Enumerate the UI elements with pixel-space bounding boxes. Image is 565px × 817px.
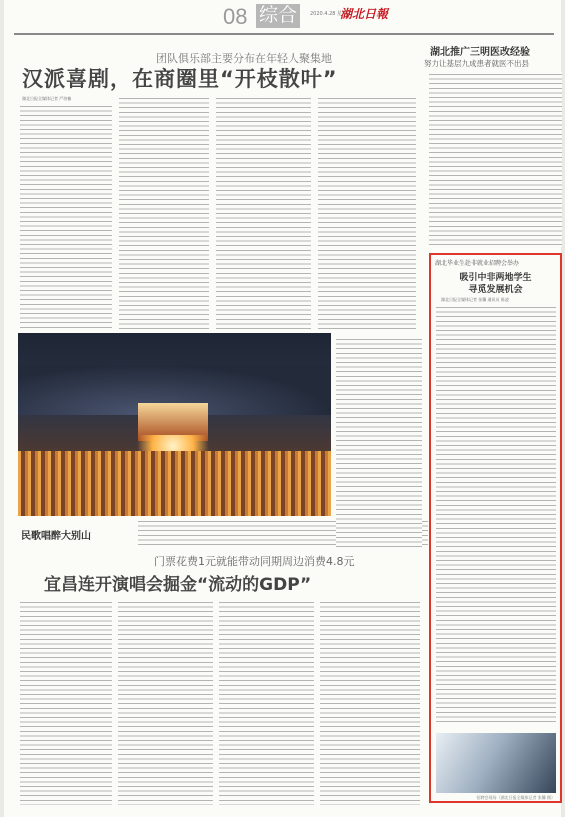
header-rule (14, 33, 554, 35)
top-story-column-4 (318, 96, 416, 329)
photo-side-column (336, 337, 422, 547)
section-label: 综合 (256, 4, 300, 28)
bottom-story-column-3 (219, 600, 314, 805)
crowd-shape (18, 451, 331, 516)
boxed-story-title-line1: 吸引中非两地学生 (459, 273, 532, 283)
boxed-story-title-line2: 寻觅发展机会 (468, 285, 523, 295)
boxed-story-kicker: 湖北毕业生赴非就业招聘会举办 (435, 260, 520, 267)
highlighted-article (429, 253, 562, 803)
concert-photo (18, 333, 331, 516)
job-fair-photo (436, 733, 556, 793)
page-number: 08 (223, 4, 248, 29)
bottom-story-column-2 (118, 600, 213, 805)
photo-story-headline: 民歌唱醉大别山 (21, 531, 91, 542)
top-story-headline: 汉派喜剧，在商圈里“开枝散叶” (22, 67, 338, 91)
bottom-story-headline: 宜昌连开演唱会掘金“流动的GDP” (44, 575, 312, 595)
boxed-story-body (436, 305, 556, 725)
right-story-body (429, 72, 562, 247)
right-story-title: 湖北推广三明医改经验 (430, 47, 530, 58)
top-story-kicker: 团队俱乐部主要分布在年轻人聚集地 (156, 52, 332, 65)
newspaper-logo: 湖北日報 (340, 7, 389, 21)
top-story-column-2 (119, 96, 209, 329)
date-line: 2020.4.28 星期一 (310, 11, 353, 17)
bottom-story-kicker: 门票花费1元就能带动同期周边消费4.8元 (154, 555, 355, 568)
right-story-subtitle: 努力让基层九成患者就医不出县 (424, 59, 529, 68)
bottom-story-column-4 (320, 600, 420, 805)
top-story-column-3 (216, 96, 311, 329)
newspaper-page (4, 0, 561, 817)
bottom-story-column-1 (20, 600, 112, 805)
masthead (4, 0, 561, 32)
top-story-byline: 湖北日报全媒体记者 严培楠 (22, 96, 72, 101)
top-story-column-1 (20, 104, 112, 329)
boxed-story-byline: 湖北日报全媒体记者 张馨 通讯员 陈凌 (441, 297, 509, 302)
boxed-photo-caption: 招聘会现场（湖北日报全媒体记者 张馨 摄） (476, 795, 555, 800)
